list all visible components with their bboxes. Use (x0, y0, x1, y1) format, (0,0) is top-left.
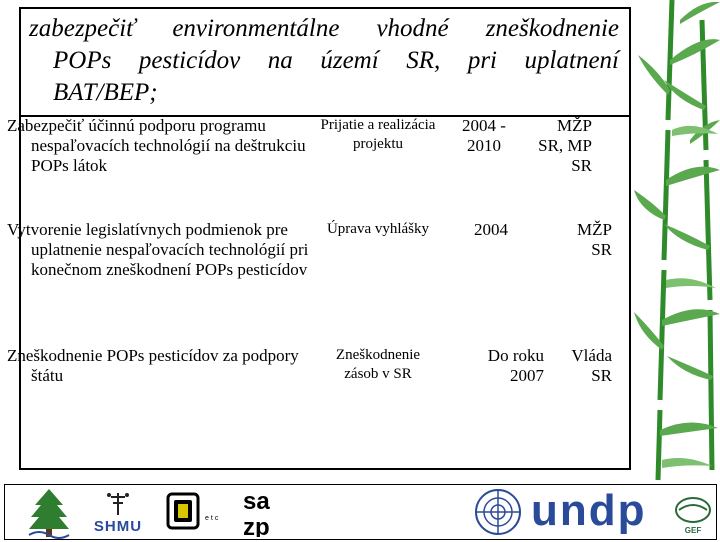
header-line-1: zabezpečiť environmentálne vhodné zneškodnenie (29, 15, 619, 42)
tree-logo-icon (27, 487, 71, 539)
row-1-term: 2004 - 2010 (462, 116, 506, 155)
row-2-term: 2004 (474, 220, 508, 239)
etc-text: etc (205, 515, 221, 522)
etc-logo (165, 491, 235, 535)
row-1-activity: Zabezpečiť účinnú podporu programu nespaľovacích technológií na deštrukciu POPs látok (7, 116, 306, 175)
row-3-term: Do roku 2007 (487, 346, 544, 385)
row-3-output: Zneškodnenie zásob v SR (335, 347, 421, 382)
row-3-activity: Zneškodnenie POPs pesticídov za podpory štátu (7, 346, 299, 385)
etc-emblem-icon (165, 491, 201, 531)
un-emblem-icon (473, 487, 523, 537)
section-header (21, 9, 629, 117)
svg-text:sa: sa (243, 488, 270, 515)
sazp-mark-icon (241, 487, 297, 537)
row-2-output: Úprava vyhlášky (326, 221, 430, 237)
row-1-responsible: MŽP SR, MP SR (538, 116, 592, 175)
row-2-responsible: MŽP SR (577, 220, 612, 259)
gef-globe-icon (673, 495, 713, 525)
row-2-activity: Vytvorenie legislatívnych podmienok pre uplatnenie nespaľovacích technológií pri konečnom zneškodnení POPs pesticídov (7, 220, 309, 279)
gef-text: GEF (684, 526, 702, 535)
header-line-2: POPs pesticídov na území SR, pri uplatnení (53, 47, 619, 74)
shmu-logo (83, 491, 153, 535)
row-1-output: Prijatie a realizácia projektu (320, 117, 436, 152)
logo-strip (4, 484, 717, 540)
shmu-mast-icon (83, 491, 153, 517)
row-3-responsible: Vláda SR (571, 346, 612, 385)
gef-logo (673, 495, 713, 535)
undp-logo (531, 485, 665, 539)
undp-text: undp (531, 486, 647, 535)
shmu-text: SHMU (93, 518, 143, 535)
svg-text:zp: zp (243, 514, 270, 537)
header-line-3: BAT/BEP; (53, 79, 158, 106)
sazp-logo (241, 487, 297, 537)
